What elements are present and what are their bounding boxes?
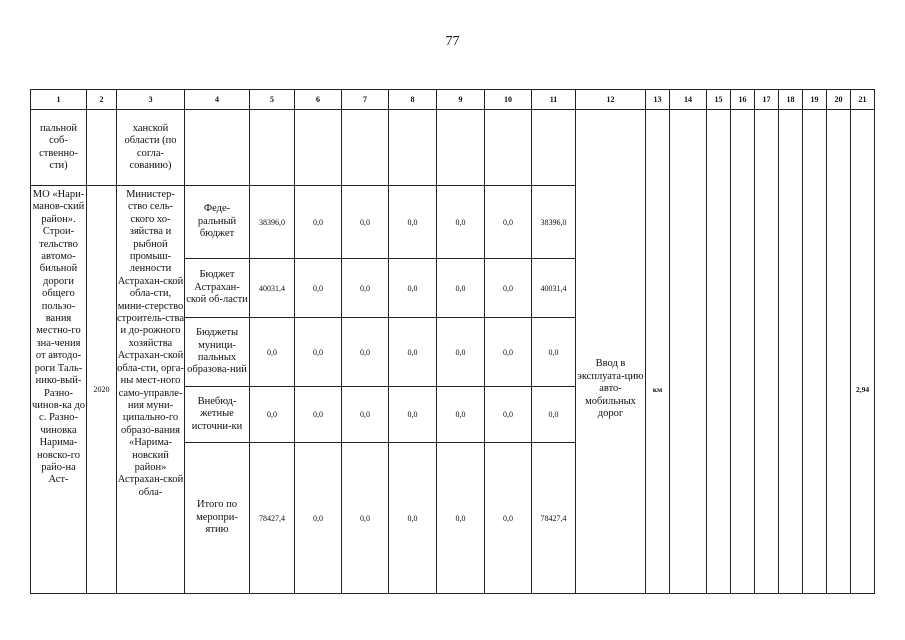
table-cell: 38396,0 [532,186,576,259]
header-cell: 12 [576,90,646,110]
table-cell: 38396,0 [250,186,295,259]
table-cell: 0,0 [389,186,437,259]
table-cell: 0,0 [485,443,532,594]
header-cell: 14 [670,90,707,110]
table-cell: 0,0 [532,387,576,443]
header-cell: 19 [803,90,827,110]
table-cell: 0,0 [295,443,342,594]
header-cell: 21 [851,90,875,110]
table-cell: 0,0 [342,387,389,443]
event-year: 2020 [87,186,117,594]
table-cell: 0,0 [437,387,485,443]
table-cell: 0,0 [437,318,485,387]
table-cell: 0,0 [437,259,485,318]
indicator-value: 2,94 [851,186,875,594]
header-cell: 1 [31,90,87,110]
header-cell: 20 [827,90,851,110]
table-cell: 0,0 [342,318,389,387]
header-cell: 9 [437,90,485,110]
indicator-name: Ввод в эксплуата-цию авто-мобильных дорог [576,186,646,594]
table-cell: 0,0 [389,259,437,318]
header-cell: 13 [646,90,670,110]
table-cell: 0,0 [485,318,532,387]
header-cell: 5 [250,90,295,110]
table-cell: 0,0 [532,318,576,387]
table-cell: 0,0 [437,186,485,259]
funding-source: Бюджет Астрахан-ской об-ласти [185,259,250,318]
table-cell: 0,0 [250,387,295,443]
table-cell: 0,0 [485,387,532,443]
table-cell: 0,0 [295,387,342,443]
continuation-col1: пальной соб-ственно-сти) [31,110,87,186]
table-row [31,186,875,259]
table-cell: 0,0 [342,443,389,594]
header-row [31,90,875,110]
program-table [30,89,875,186]
table-cell: 0,0 [250,318,295,387]
event-description: МО «Нари-манов-ский район». Строи-тельство автомо-бильной дороги общего пользо-вания местно-го зна-чения от автодо-роги Таль-нико-вый-Разно-чинов-ка до с. Разно-чиновка Нарима-новско-го райо-на Аст- [31,186,87,594]
table-cell: 40031,4 [250,259,295,318]
header-cell: 10 [485,90,532,110]
table-cell: 0,0 [485,186,532,259]
header-cell: 17 [755,90,779,110]
continuation-row [31,110,875,186]
funding-source: Феде-ральный бюджет [185,186,250,259]
header-cell: 6 [295,90,342,110]
table-cell: 0,0 [389,443,437,594]
table-cell: 0,0 [485,259,532,318]
table-cell: 0,0 [389,318,437,387]
header-cell: 4 [185,90,250,110]
funding-source: Внебюд-жетные источни-ки [185,387,250,443]
event-executors: Министер-ство сель-ского хо-зяйства и рыбной промыш-ленности Астрахан-ской обла-сти, мини-стерство строитель-ства и до-рожного хозяйства Астрахан-ской обла-сти, орга-ны мест-ного само-управле-ния муни-ципально-го образо-вания «Нарима-новский район» Астрахан-ской обла- [117,186,185,594]
table-cell: 0,0 [342,259,389,318]
table-cell: 0,0 [437,443,485,594]
table-cell: 0,0 [389,387,437,443]
header-cell: 15 [707,90,731,110]
table-cell: 0,0 [295,318,342,387]
table-cell: 40031,4 [532,259,576,318]
header-cell: 8 [389,90,437,110]
header-cell: 7 [342,90,389,110]
continuation-col3: ханской области (по согла-сованию) [117,110,185,186]
table-cell: 0,0 [342,186,389,259]
header-cell: 2 [87,90,117,110]
table-cell: 78427,4 [532,443,576,594]
unit-of-measure: км [646,186,670,594]
header-cell: 18 [779,90,803,110]
funding-source: Бюджеты муници-пальных образова-ний [185,318,250,387]
table-cell: 0,0 [295,186,342,259]
funding-source-total: Итого по меропри-ятию [185,443,250,594]
program-table-main [30,186,875,594]
page-number: 77 [445,34,460,49]
header-cell: 11 [532,90,576,110]
table-cell: 0,0 [295,259,342,318]
table-cell: 78427,4 [250,443,295,594]
header-cell: 16 [731,90,755,110]
header-cell: 3 [117,90,185,110]
